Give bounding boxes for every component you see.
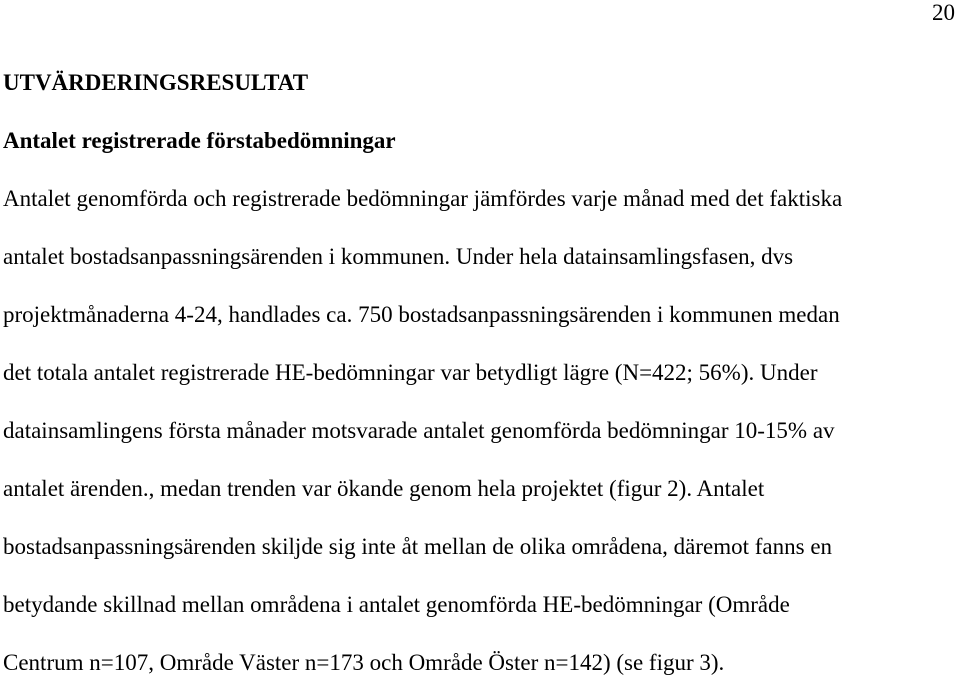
paragraph-line: Antalet genomförda och registrerade bedömningar jämfördes varje månad med det faktiska <box>3 186 843 211</box>
paragraph-line: antalet bostadsanpassningsärenden i kommunen. Under hela datainsamlingsfasen, dvs <box>3 244 794 269</box>
subsection-heading: Antalet registrerade förstabedömningar <box>3 128 396 153</box>
section-heading: UTVÄRDERINGSRESULTAT <box>3 70 309 95</box>
paragraph-line: bostadsanpassningsärenden skiljde sig inte åt mellan de olika områdena, däremot fanns en <box>3 534 833 559</box>
paragraph-line: Centrum n=107, Område Väster n=173 och Område Öster n=142) (se figur 3). <box>3 650 725 675</box>
paragraph-line: datainsamlingens första månader motsvarade antalet genomförda bedömningar 10-15% av <box>3 418 835 443</box>
body-paragraph <box>3 186 842 683</box>
paragraph-line: antalet ärenden., medan trenden var ökande genom hela projektet (figur 2). Antalet <box>3 476 765 501</box>
paragraph-line: projektmånaderna 4-24, handlades ca. 750 bostadsanpassningsärenden i kommunen medan <box>3 302 840 327</box>
page-number: 20 <box>932 0 955 25</box>
paragraph-line: det totala antalet registrerade HE-bedömningar var betydligt lägre (N=422; 56%). Under <box>3 360 818 385</box>
paragraph-line: betydande skillnad mellan områdena i antalet genomförda HE-bedömningar (Område <box>3 592 790 617</box>
